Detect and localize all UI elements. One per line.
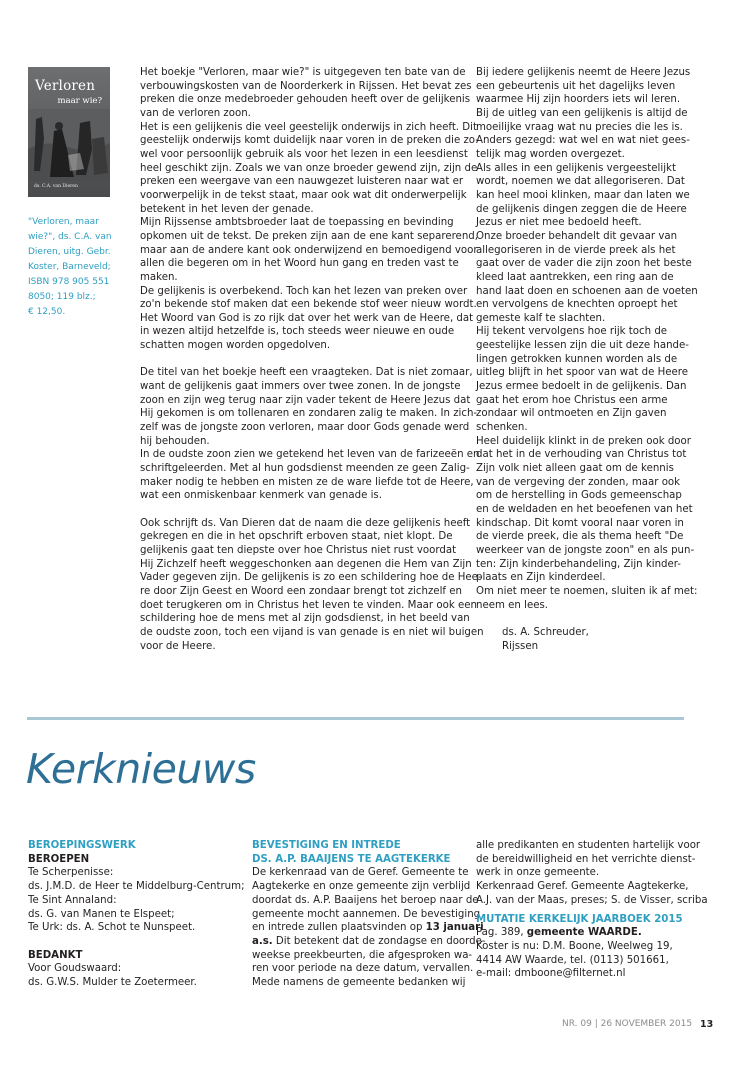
- article-line: ten: Zijn kinderbehandeling, Zijn kinder-: [476, 558, 681, 570]
- article-line: maker nodig te hebben en misten ze de ware liefde tot de Heere,: [140, 476, 474, 488]
- bevestiging-date-line: en intrede zullen plaatsvinden op 13 januari: [252, 922, 484, 934]
- mutatie-heading: MUTATIE KERKELIJK JAARBOEK 2015: [476, 913, 683, 925]
- bevestiging-line: Mede namens de gemeente bedanken wij: [252, 977, 466, 989]
- article-line: zoon en zijn weg terug naar zijn vader tekent de Heere Jezus dat: [140, 394, 471, 406]
- article-line: allegoriseren in de vierde preek als het: [476, 244, 676, 256]
- article-line: zo'n bekende stof maken dat een bekende stof weer nieuw wordt.: [140, 299, 477, 311]
- article-line: maar aan de andere kant ook onderwijzend en bemoedigend voor: [140, 244, 478, 256]
- article-line: gekregen en die in het opschrift erboven staat, niet klopt. De: [140, 531, 453, 543]
- article-line: schriftgeleerden. Met al hun godsdienst meenden ze geen Zalig-: [140, 463, 470, 475]
- article-line: re door Zijn Geest en Woord een zondaar brengt tot zichzelf en: [140, 585, 462, 597]
- article-line: om de herstelling in Gods gemeenschap: [476, 490, 682, 502]
- article-line: Het boekje "Verloren, maar wie?" is uitgegeven ten bate van de: [140, 67, 466, 78]
- article-line: schenken.: [476, 422, 528, 434]
- mutatie-column: [476, 839, 708, 981]
- caption-line: "Verloren, maar: [28, 217, 99, 227]
- article-line: weerkeer van de jongste zoon" en als pun-: [476, 544, 695, 556]
- page-number: 13: [700, 1019, 714, 1030]
- article-line: betekent in het leven der genade.: [140, 203, 314, 215]
- caption-line: 8050; 119 blz.;: [28, 292, 96, 302]
- beroepen-line: Te Urk: ds. A. Schot te Nunspeet.: [28, 922, 196, 934]
- article-line: waarmee Hij zijn hoorders iets wil leren.: [476, 94, 681, 106]
- article-line: voorwerpelijk in de tekst staat, maar ook wat dit onderwerpelijk: [140, 189, 467, 201]
- bevestiging-line: Aagtekerke en onze gemeente zijn verblijd: [252, 881, 471, 893]
- article-line: opkomen uit de tekst. De preken zijn aan de ene kant separerend,: [140, 230, 478, 242]
- article-line: zelf was de jongste zoon verloren, maar door Gods genade werd: [140, 422, 470, 434]
- article-line: voor de Heere.: [140, 640, 216, 652]
- article-line: Anders gezegd: wat wel en wat niet gees-: [476, 135, 690, 147]
- signature-line: ds. A. Schreuder,: [502, 626, 589, 638]
- article-line: van de vergeving der zonden, maar ook: [476, 476, 681, 488]
- article-line: doet terugkeren om in Christus het leven te vinden. Maar ook een: [140, 599, 477, 611]
- bevestiging-line: weekse preekbeurten, die afgesproken wa-: [252, 949, 473, 961]
- article-line: Hij gekomen is om tollenaren en zondaren zalig te maken. In zich-: [140, 408, 478, 420]
- thanks-line: de bereidwilligheid en het verrichte dienst-: [476, 853, 696, 865]
- article-line: de oudste zoon, toch een vijand is van genade is en niet wil buigen: [140, 626, 484, 638]
- beroepen-line: ds. J.M.D. de Heer te Middelburg-Centrum;: [28, 881, 245, 893]
- article-line: De gelijkenis is overbekend. Toch kan het lezen van preken over: [140, 285, 468, 297]
- article-line: moeilijke vraag wat nu precies die les is.: [476, 121, 683, 133]
- caption-line: € 12,50.: [28, 307, 66, 317]
- date-bold-2: a.s.: [252, 935, 273, 947]
- article-line: lingen getrokken kunnen worden als de: [476, 353, 678, 365]
- article-line: kan heel mooi klinken, maar dan laten we: [476, 189, 690, 201]
- section-title: Kerknieuws: [26, 745, 256, 793]
- bedankt-line: Voor Goudswaard:: [28, 963, 122, 975]
- article-line: Jezus er niet mee bedoeld heeft.: [476, 217, 642, 229]
- article-line: dat het in de verhouding van Christus tot: [476, 449, 687, 461]
- article-line: hand laat doen en schoenen aan de voeten: [476, 285, 698, 297]
- paragraph-gap: [140, 503, 458, 517]
- article-line: wat een onmiskenbaar kenmerk van genade is.: [140, 490, 382, 502]
- article-line: De titel van het boekje heeft een vraagteken. Dat is niet zomaar,: [140, 367, 473, 379]
- bevestiging-column: [252, 839, 486, 990]
- article-line: wel voor persoonlijk gebruik als voor het lezen in een leesdienst: [140, 148, 468, 160]
- bevestiging-date-line-2: a.s. Dit betekent dat de zondagse en doorde-: [252, 935, 486, 947]
- article-line: zondaar wil ontmoeten en Zijn gaven: [476, 408, 667, 420]
- bevestiging-heading-2: DS. A.P. BAAIJENS TE AAGTEKERKE: [252, 853, 451, 865]
- article-line: Ook schrijft ds. Van Dieren dat de naam die deze gelijkenis heeft: [140, 517, 471, 529]
- article-line: gaat het erom hoe Christus een arme: [476, 394, 668, 406]
- article-line: en vervolgens de knechten oproept het: [476, 299, 678, 311]
- article-line: de vierde preek, die als thema heeft "De: [476, 531, 684, 543]
- beroepen-line: Te Sint Annaland:: [28, 894, 117, 906]
- article-line: Hij Zichzelf heeft weggeschonken aan degenen die Hem van Zijn: [140, 558, 472, 570]
- article-line: van de verloren zoon.: [140, 107, 251, 119]
- article-line: en de weldaden en het beoefenen van het: [476, 504, 693, 515]
- book-caption: [28, 215, 120, 320]
- mutatie-line: 4414 AW Waarde, tel. (0113) 501661,: [476, 954, 669, 966]
- article-line: in wezen altijd hetzelfde is, toch steeds weer nieuwe en oude: [140, 326, 455, 338]
- caption-line: ISBN 978 905 551: [28, 277, 110, 287]
- thanks-line: Kerkenraad Geref. Gemeente Aagtekerke,: [476, 881, 689, 893]
- cover-illustration: [28, 109, 110, 181]
- article-line: Als alles in een gelijkenis vergeestelijkt: [476, 162, 676, 174]
- beroepingswerk-heading: BEROEPINGSWERK: [28, 840, 136, 851]
- article-line: Het is een gelijkenis die veel geestelijk onderwijs in zich heeft. Dit: [140, 121, 477, 133]
- beroepen-label: BEROEPEN: [28, 853, 90, 865]
- date-bold: 13 januari: [425, 922, 484, 934]
- article-line: de gelijkenis dingen zeggen die de Heere: [476, 203, 687, 215]
- bevestiging-line: gemeente mocht aannemen. De bevestiging: [252, 908, 481, 920]
- cover-title: Verloren: [35, 78, 96, 94]
- article-line: kindschap. Dit komt vooral naar voren in: [476, 517, 684, 529]
- article-line: Het Woord van God is zo rijk dat over het werk van de Heere, dat: [140, 312, 474, 324]
- article-line: Hij tekent vervolgens hoe rijk toch de: [476, 326, 668, 338]
- thanks-line: alle predikanten en studenten hartelijk voor: [476, 840, 701, 851]
- mutatie-line: e-mail: dmboone@filternet.nl: [476, 968, 626, 980]
- book-cover-image: [28, 67, 110, 197]
- bedankt-label: BEDANKT: [28, 949, 83, 961]
- article-line: kleed laat aantrekken, een ring aan de: [476, 271, 674, 283]
- caption-line: Koster, Barneveld;: [28, 262, 111, 272]
- bevestiging-line: doordat ds. A.P. Baaijens het beroep naar de: [252, 894, 479, 906]
- article-line: Heel duidelijk klinkt in de preken ook door: [476, 435, 691, 447]
- article-line: een gebeurtenis uit het dagelijks leven: [476, 80, 676, 92]
- article-line: telijk mag worden overgezet.: [476, 148, 625, 160]
- article-line: In de oudste zoon zien we getekend het leven van de farizeeën en: [140, 449, 480, 461]
- caption-line: Dieren, uitg. Gebr.: [28, 247, 111, 257]
- article-line: Om niet meer te noemen, sluiten ik af met:: [476, 585, 698, 597]
- bedankt-line: ds. G.W.S. Mulder te Zoetermeer.: [28, 977, 197, 989]
- article-line: maken.: [140, 271, 178, 283]
- paragraph-gap: [140, 353, 458, 367]
- bevestiging-line: De kerkenraad van de Geref. Gemeente te: [252, 867, 469, 879]
- bevestiging-line: ren voor periode na deze datum, vervallen.: [252, 963, 474, 975]
- article-line: gaat over de vader die zijn zoon het beste: [476, 258, 692, 270]
- article-line: preken een weergave van een nauwgezet luisteren naar wat er: [140, 176, 464, 188]
- bevestiging-heading-1: BEVESTIGING EN INTREDE: [252, 840, 401, 851]
- thanks-line: A.J. van der Maas, preses; S. de Visser, scriba: [476, 894, 708, 906]
- article-line: preken die onze medebroeder gehouden heeft over de gelijkenis: [140, 94, 471, 106]
- article-column-2: [476, 66, 698, 653]
- cover-subtitle: maar wie?: [57, 96, 102, 106]
- beroepen-line: Te Scherpenisse:: [28, 867, 114, 879]
- article-line: neem en lees.: [476, 599, 549, 611]
- article-line: gemeste kalf te slachten.: [476, 312, 606, 324]
- caption-line: wie?", ds. C.A. van: [28, 232, 112, 242]
- article-line: Mijn Rijssense ambtsbroeder laat de toepassing en bevinding: [140, 217, 454, 229]
- footer-issue: NR. 09 | 26 NOVEMBER 2015: [562, 1019, 693, 1029]
- article-line: gelijkenis gaat ten diepste over hoe Christus niet rust voordat: [140, 544, 457, 556]
- article-line: Vader gegeven zijn. De gelijkenis is zo een schildering hoe de Hee-: [140, 572, 482, 584]
- mutatie-gemeente: gemeente WAARDE.: [526, 927, 642, 939]
- article-line: Bij de uitleg van een gelijkenis is altijd de: [476, 107, 688, 119]
- article-line: schildering hoe de mens met al zijn godsdienst, in het beeld van: [140, 613, 470, 625]
- thanks-line: werk in onze gemeente.: [476, 867, 600, 879]
- article-line: uitleg blijft in het spoor van wat de Heere: [476, 367, 689, 379]
- article-line: want de gelijkenis gaat immers over twee zonen. In de jongste: [140, 381, 461, 393]
- article-line: geestelijke lessen zijn die uit deze hande-: [476, 340, 689, 352]
- mutatie-line: Koster is nu: D.M. Boone, Weelweg 19,: [476, 940, 673, 952]
- article-line: Jezus ermee bedoelt in de gelijkenis. Dan: [476, 381, 687, 393]
- paragraph-gap: [476, 612, 688, 626]
- signature-line: Rijssen: [502, 640, 539, 652]
- article-column-1: [140, 66, 484, 653]
- article-line: Bij iedere gelijkenis neemt de Heere Jezus: [476, 67, 691, 78]
- article-line: verbouwingskosten van de Noorderkerk in Rijssen. Het bevat zes: [140, 80, 472, 92]
- article-line: heel geschikt zijn. Zoals we van onze broeder gewend zijn, zijn de: [140, 162, 478, 174]
- section-divider: [27, 717, 684, 720]
- beroepingswerk-column: [28, 839, 245, 990]
- article-line: allen die begeren om in het Woord hun gang en treden vast te: [140, 258, 459, 270]
- article-line: hij behouden.: [140, 435, 210, 447]
- article-line: geestelijk onderwijs komt duidelijk naar voren in de preken die zo-: [140, 135, 479, 147]
- mutatie-pag-line: Pag. 389, gemeente WAARDE.: [476, 927, 642, 939]
- article-line: wordt, noemen we dat allegoriseren. Dat: [476, 176, 685, 188]
- article-line: plaats en Zijn kinderdeel.: [476, 572, 606, 584]
- article-line: schatten mogen worden opgedolven.: [140, 340, 331, 352]
- cover-author: ds. C.A. van Dieren: [34, 184, 78, 189]
- article-line: Zijn volk niet alleen gaat om de kennis: [476, 463, 674, 475]
- beroepen-line: ds. G. van Manen te Elspeet;: [28, 908, 175, 920]
- article-line: Onze broeder behandelt dit gevaar van: [476, 230, 678, 242]
